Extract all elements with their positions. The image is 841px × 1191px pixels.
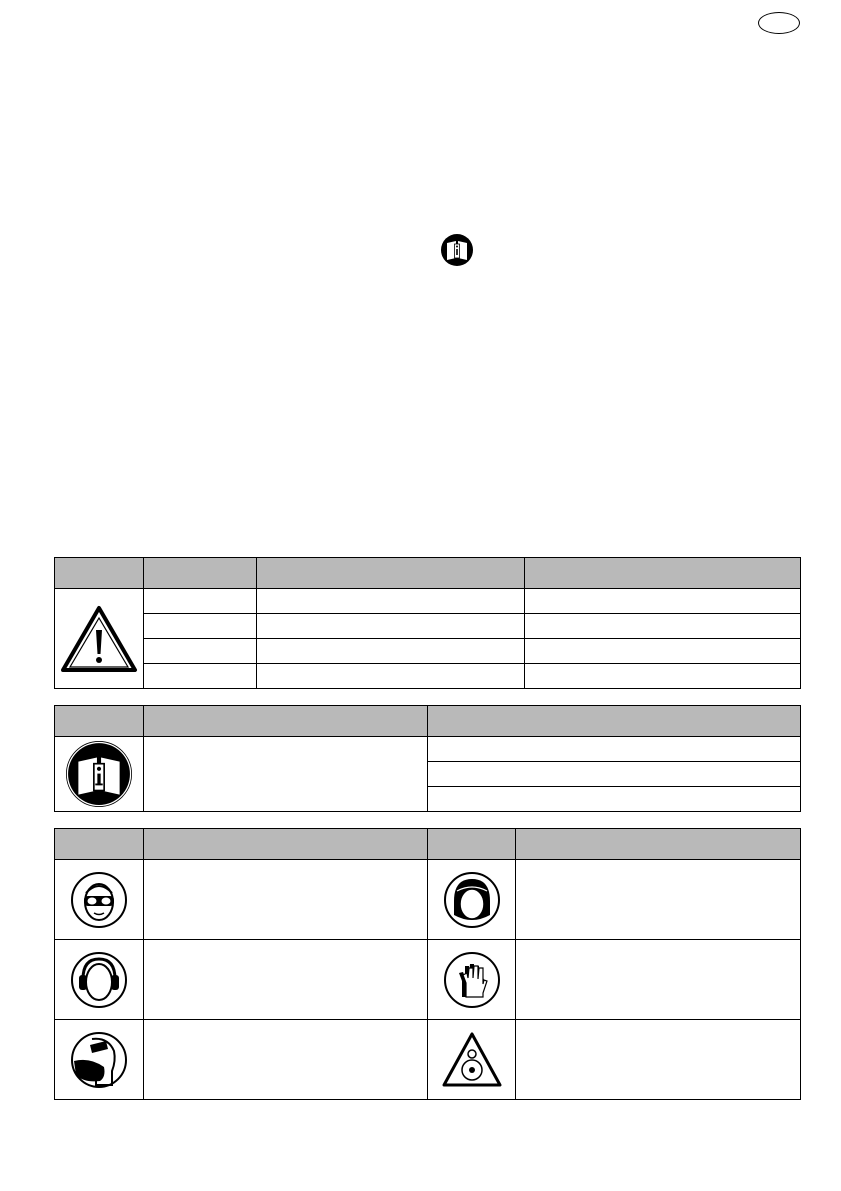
table-cell — [144, 737, 428, 812]
ppe-icon-cell — [428, 940, 516, 1020]
ppe-icon-cell — [55, 860, 144, 940]
table-header-cell — [144, 829, 428, 860]
table-row — [55, 1020, 801, 1100]
rotating-parts-warning-icon — [441, 1031, 503, 1089]
table-cell — [428, 787, 801, 812]
table-row — [55, 589, 801, 614]
table-cell — [144, 664, 257, 689]
table-row — [55, 737, 801, 762]
table-row — [55, 664, 801, 689]
table-row — [55, 639, 801, 664]
table-cell — [144, 639, 257, 664]
language-badge — [758, 12, 800, 34]
table-row — [55, 940, 801, 1020]
ppe-icon-cell — [55, 940, 144, 1020]
table-cell — [428, 762, 801, 787]
table-header-cell — [55, 558, 144, 589]
table-header-row — [55, 558, 801, 589]
table-header-row — [55, 706, 801, 737]
ear-protection-icon — [70, 951, 128, 1009]
info-icon-cell — [55, 737, 144, 812]
table-cell — [144, 940, 428, 1020]
table-cell — [525, 614, 801, 639]
warning-table — [54, 557, 801, 689]
table-row — [55, 614, 801, 639]
table-header-cell — [516, 829, 801, 860]
table-cell — [144, 614, 257, 639]
protective-gloves-icon — [443, 951, 501, 1009]
table-cell — [144, 1020, 428, 1100]
read-manual-icon — [441, 234, 473, 266]
table-cell — [525, 639, 801, 664]
table-cell — [144, 860, 428, 940]
warning-icon-cell — [55, 589, 144, 689]
info-table — [54, 705, 801, 812]
table-cell — [428, 737, 801, 762]
table-cell — [525, 664, 801, 689]
table-cell — [516, 1020, 801, 1100]
table-header-cell — [428, 829, 516, 860]
table-header-row — [55, 829, 801, 860]
table-cell — [144, 589, 257, 614]
table-header-cell — [144, 558, 257, 589]
table-cell — [516, 860, 801, 940]
ppe-table — [54, 828, 801, 1100]
ppe-icon-cell — [428, 860, 516, 940]
table-cell — [257, 614, 525, 639]
table-header-cell — [257, 558, 525, 589]
table-cell — [257, 589, 525, 614]
table-header-cell — [55, 706, 144, 737]
table-cell — [525, 589, 801, 614]
table-header-cell — [428, 706, 801, 737]
ppe-icon-cell — [428, 1020, 516, 1100]
ppe-icon-cell — [55, 1020, 144, 1100]
read-manual-icon — [66, 741, 132, 807]
table-header-cell — [55, 829, 144, 860]
safety-goggles-icon — [70, 871, 128, 929]
table-cell — [516, 940, 801, 1020]
table-row — [55, 860, 801, 940]
dust-mask-icon — [70, 1031, 128, 1089]
table-cell — [257, 639, 525, 664]
table-header-cell — [144, 706, 428, 737]
table-cell — [257, 664, 525, 689]
table-header-cell — [525, 558, 801, 589]
warning-triangle-icon — [59, 604, 139, 674]
face-shield-icon — [443, 871, 501, 929]
